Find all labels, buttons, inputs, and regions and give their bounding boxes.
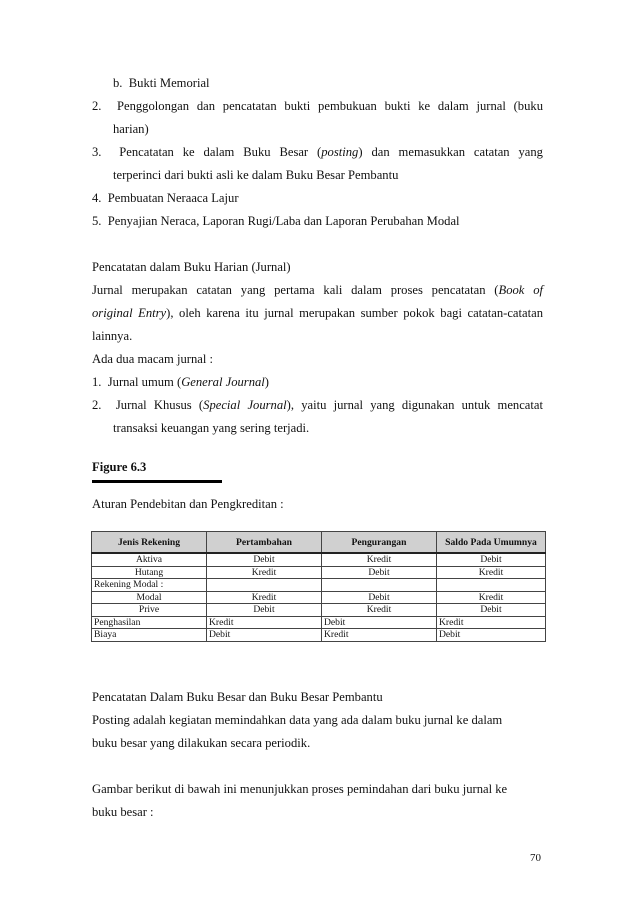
line-item-3b: terperinci dari bukti asli ke dalam Buku Besar Pembantu [113,168,399,182]
paragraph-posting-1: Posting adalah kegiatan memindahkan data yang ada dalam buku jurnal ke dalam [92,713,503,727]
line-jurnal-khusus-a: 2. Jurnal Khusus (Special Journal), yaitu jurnal yang digunakan untuk mencatat [92,398,543,412]
line-bukti-memorial: b. Bukti Memorial [113,76,210,90]
paragraph-gambar-1: Gambar berikut di bawah ini menunjukkan proses pemindahan dari buku jurnal ke [92,782,508,796]
cell-saldo: Debit [437,604,546,617]
aturan-heading: Aturan Pendebitan dan Pengkreditan : [92,497,284,511]
cell-jenis: Modal [92,591,207,604]
paragraph-gambar-2: buku besar : [92,805,154,819]
cell-pertambahan: Debit [207,629,322,642]
cell-jenis: Hutang [92,566,207,579]
line-item-2b: harian) [113,122,149,136]
table-row [92,604,546,617]
table-row [92,629,546,642]
line-jurnal-umum: 1. Jurnal umum (General Journal) [92,375,269,389]
cell-jenis: Rekening Modal : [92,579,207,592]
table-row [92,553,546,566]
cell-pertambahan: Kredit [207,616,322,629]
figure-rule [92,480,222,483]
table-row [92,616,546,629]
heading-buku-harian: Pencatatan dalam Buku Harian (Jurnal) [92,260,291,274]
paragraph-jurnal-3: lainnya. [92,329,133,343]
cell-pertambahan: Debit [207,553,322,566]
cell-pengurangan: Debit [322,591,437,604]
paragraph-posting-2: buku besar yang dilakukan secara periodik. [92,736,311,750]
table-row [92,579,546,592]
table-row [92,566,546,579]
cell-saldo: Debit [437,629,546,642]
cell-jenis: Aktiva [92,553,207,566]
line-jurnal-khusus-b: transaksi keuangan yang sering terjadi. [113,421,310,435]
cell-jenis: Biaya [92,629,207,642]
paragraph-jurnal-1: Jurnal merupakan catatan yang pertama kali dalam proses pencatatan (Book of [92,283,543,297]
cell-saldo: Kredit [437,616,546,629]
header-pertambahan: Pertambahan [207,532,322,554]
figure-label: Figure 6.3 [92,460,147,474]
cell-saldo: Kredit [437,566,546,579]
line-item-3a: 3. Pencatatan ke dalam Buku Besar (posting) dan memasukkan catatan yang [92,145,543,159]
line-item-2a: 2. Penggolongan dan pencatatan bukti pembukuan bukti ke dalam jurnal (buku [92,99,543,113]
header-jenis-rekening: Jenis Rekening [92,532,207,554]
cell-pengurangan: Kredit [322,629,437,642]
cell-jenis: Prive [92,604,207,617]
paragraph-jurnal-2: original Entry), oleh karena itu jurnal merupakan sumber pokok bagi catatan-catatan [92,306,544,320]
cell-pertambahan: Debit [207,604,322,617]
line-item-4: 4. Pembuatan Neraaca Lajur [92,191,239,205]
header-saldo: Saldo Pada Umumnya [437,532,546,554]
page-number: 70 [530,852,541,864]
cell-pengurangan: Kredit [322,553,437,566]
header-pengurangan: Pengurangan [322,532,437,554]
cell-pertambahan: Kredit [207,591,322,604]
cell-pengurangan [322,579,437,592]
heading-buku-besar: Pencatatan Dalam Buku Besar dan Buku Besar Pembantu [92,690,383,704]
cell-pengurangan: Kredit [322,604,437,617]
cell-saldo [437,579,546,592]
rekening-table [91,531,546,642]
cell-pertambahan: Kredit [207,566,322,579]
paragraph-dua-macam: Ada dua macam jurnal : [92,352,213,366]
cell-saldo: Debit [437,553,546,566]
line-item-5: 5. Penyajian Neraca, Laporan Rugi/Laba dan Laporan Perubahan Modal [92,214,460,228]
table-row [92,591,546,604]
cell-saldo: Kredit [437,591,546,604]
cell-jenis: Penghasilan [92,616,207,629]
cell-pengurangan: Debit [322,566,437,579]
table-header-row [92,532,546,554]
cell-pengurangan: Debit [322,616,437,629]
cell-pertambahan [207,579,322,592]
